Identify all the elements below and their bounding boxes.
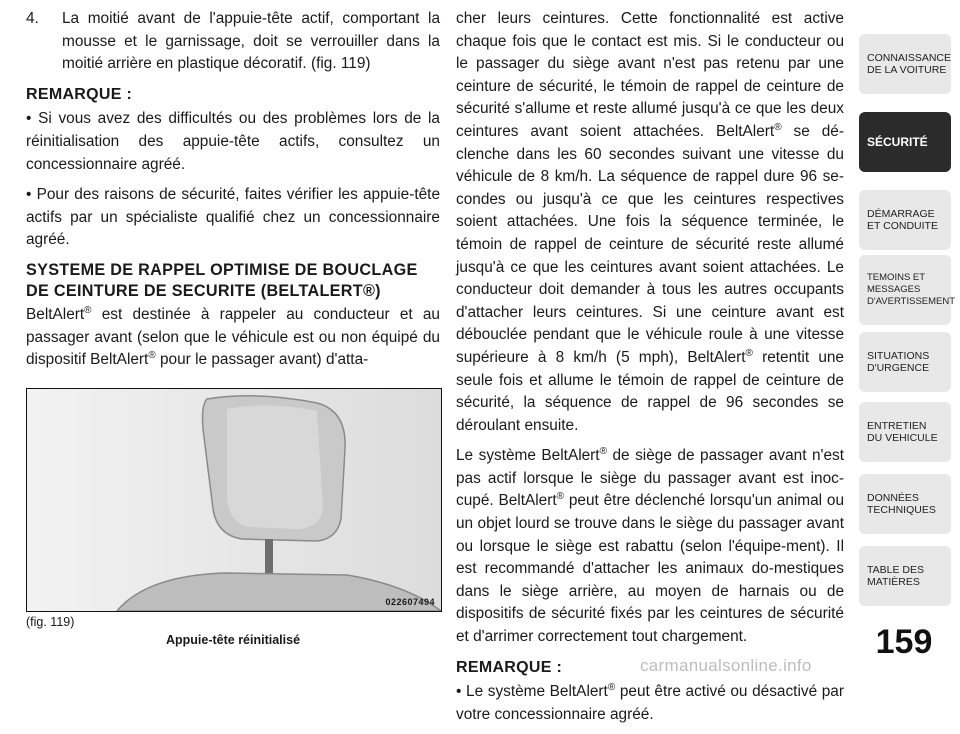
figure-caption: (fig. 119) — [26, 615, 75, 629]
step-text: La moitié avant de l'appuie-tête actif, comportant la mousse et le garnissage, doit se verrouiller dans la moitié arrière en plastique décoratif. (fig. 119) — [62, 10, 440, 73]
tab-demarrage[interactable]: DÉMARRAGE ET CONDUITE — [859, 190, 951, 250]
section-title: SYSTEME DE RAPPEL OPTIMISE DE BOUCLAGE DE CEINTURE DE SECURITE (BELTALERT®) — [26, 260, 418, 300]
tab-table-matieres[interactable]: TABLE DES MATIÈRES — [859, 546, 951, 606]
beltalert-paragraph-2: Le système BeltAlert® de siège de passager avant n'est pas actif lorsque le siège du passager avant est inoc-cupé. BeltAlert® peut être déclenché lorsqu'un animal ou un objet lourd se trouve dans le siège du passager avant ou lorsque le siège est rabattu (selon l'équipe-ment). Il est recommandé d'attacher les animaux do-mestiques dans le siège arrière, au moyen de harnais ou de dispositifs de sécurité fixés par les ceintures de sécurité et d'arrimer correctement tout chargement. — [456, 446, 845, 646]
remarque-heading: REMARQUE : — [26, 85, 133, 103]
page-number: 159 — [875, 623, 933, 661]
beltalert-paragraph-1: cher leurs ceintures. Cette fonctionnalité est active chaque fois que le contact est mis. Si le conducteur ou le passager du siège avant n'est pas retenu par une ceinture de sécurité, le témoin de rappel de ceinture de sécurité s'allume et reste allumé jusqu'à ce que les deux ceintures avant soient attachées. BeltAlert® se dé-clenche dans les 60 secondes suivant une vitesse du véhicule de 8 km/h. La séquence de rappel dure 96 se-condes ou jusqu'à ce que les ceintures respectives soient attachées. Une fois la séquence terminée, le témoin de rappel de ceinture de sécurité reste allumé jusqu'à ce que les ceintures avant soient attachées. Le conducteur doit demander à tous les autres occupants d'attacher leurs ceintures. Si une ceinture avant est débouclée pendant que le véhicule roule à une vitesse supérieure à 8 km/h (5 mph), BeltAlert® retentit une seule fois et allume le témoin de rappel de ceinture de sécurité, la séquence de rappel de 96 secondes se déroulant ensuite. — [456, 10, 844, 434]
step-4 — [26, 8, 440, 76]
tab-connaissance[interactable]: CONNAISSANCE DE LA VOITURE — [859, 34, 951, 94]
figure-119-image — [26, 388, 442, 612]
watermark: carmanualsonline.info — [640, 656, 812, 675]
remarque-bullet-3: • Le système BeltAlert® peut être activé ou désactivé par votre concessionnaire agréé. — [456, 682, 844, 723]
left-column — [26, 8, 440, 380]
beltalert-intro: BeltAlert® est destinée à rappeler au conducteur et au passager avant (selon que le véhicule est ou non équipé du dispositif BeltAlert® pour le passager avant) d'atta- — [26, 304, 440, 369]
tab-entretien[interactable]: ENTRETIEN DU VEHICULE — [859, 402, 951, 462]
tab-securite[interactable]: SÉCURITÉ — [859, 112, 951, 172]
middle-column — [456, 8, 844, 734]
remarque-heading-2: REMARQUE : — [456, 658, 563, 676]
remarque-bullet-2: • Pour des raisons de sécurité, faites vérifier les appuie-tête actifs par un spécialiste qualifié chez un concessionnaire agréé. — [26, 186, 440, 249]
step-number: 4. — [26, 10, 39, 27]
remarque-bullet-1: • Si vous avez des difficultés ou des problèmes lors de la réinitialisation des appuie-tête actifs, consultez un concessionnaire agréé. — [26, 110, 440, 173]
tab-temoins[interactable]: TEMOINS ET MESSAGES D'AVERTISSEMENT — [859, 255, 951, 325]
figure-title: Appuie-tête réinitialisé — [165, 633, 301, 647]
tab-donnees[interactable]: DONNÉES TECHNIQUES — [859, 474, 951, 534]
tab-situations[interactable]: SITUATIONS D'URGENCE — [859, 332, 951, 392]
headrest-illustration — [27, 389, 441, 611]
chapter-sidebar — [859, 0, 956, 626]
figure-code: 022607494 — [385, 597, 435, 607]
